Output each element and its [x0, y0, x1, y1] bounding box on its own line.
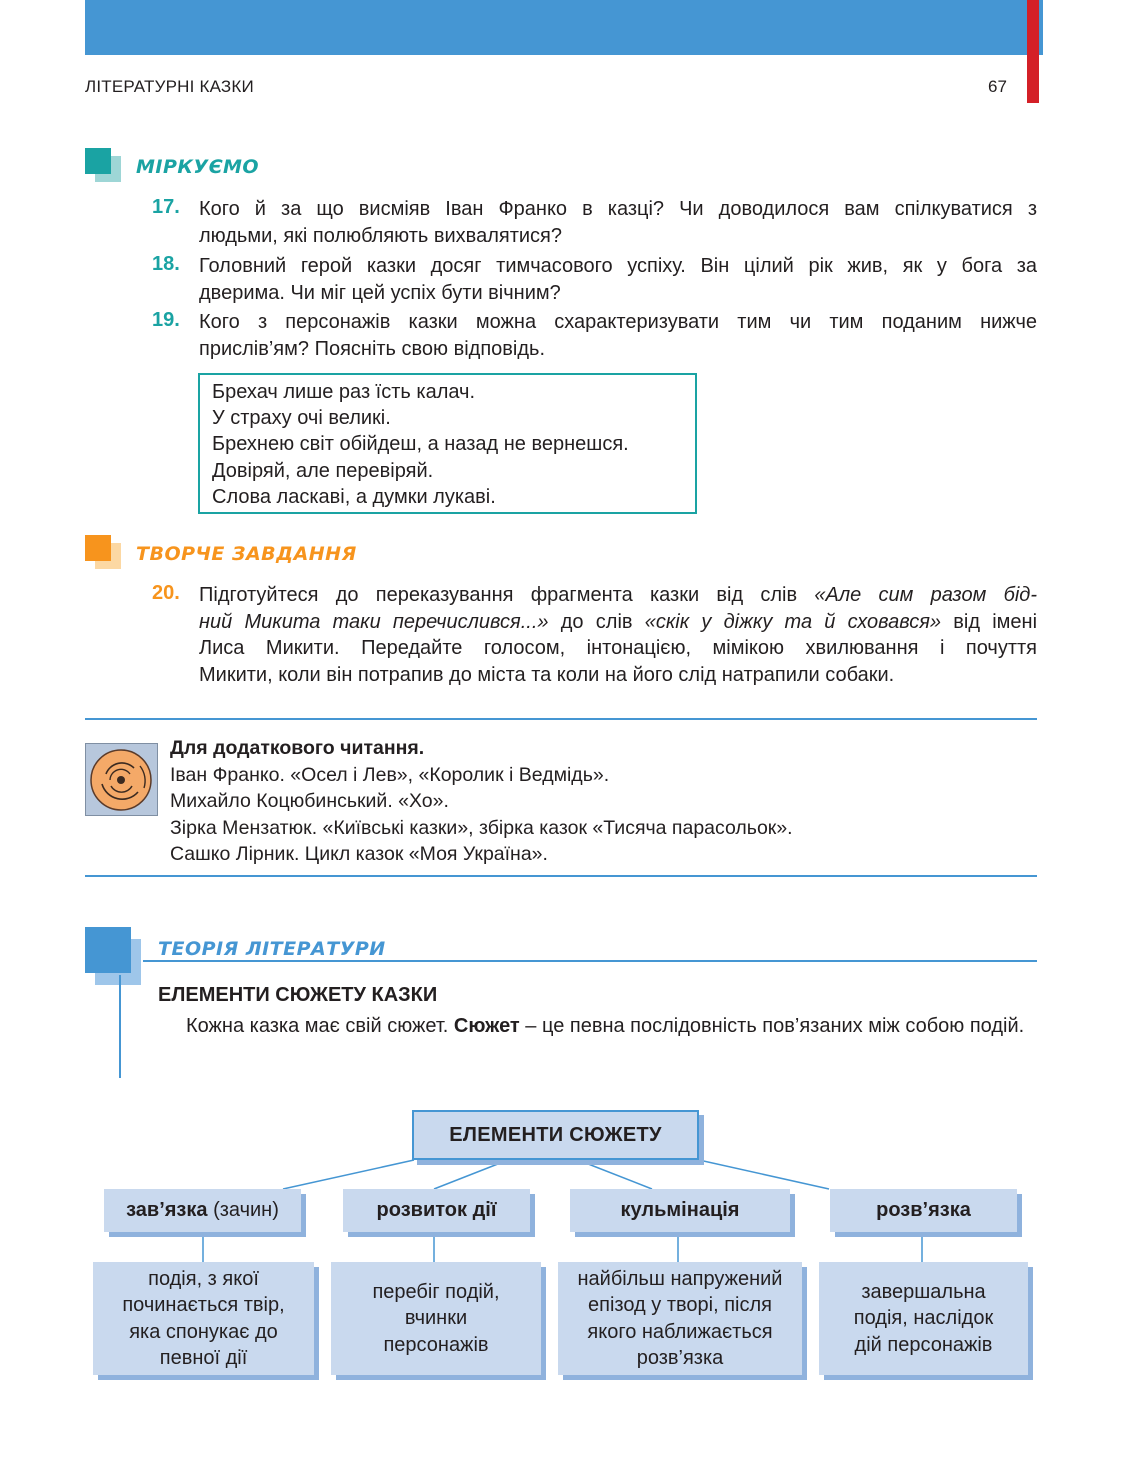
plot-element-extra: (зачин)	[207, 1199, 279, 1222]
proverb: Слова ласкаві, а думки лукаві.	[212, 485, 496, 508]
task-line: Лиса Микити. Передайте голосом, інтонацією, мімікою хвилювання і почуття	[199, 637, 1037, 659]
question-line: Головний герой казки досяг тимчасового успіху. Він цілий рік жив, як у бога за	[199, 255, 1037, 277]
proverb: Брехач лише раз їсть калач.	[212, 381, 476, 403]
plot-element-description	[331, 1262, 541, 1375]
reading-item: Михайло Коцюбинський. «Хо».	[170, 790, 449, 812]
task-line: Микити, коли він потрапив до міста та коли на його слід натрапили собаки.	[199, 663, 895, 686]
plot-element	[570, 1189, 790, 1232]
plot-element-label: розв’язка	[876, 1199, 971, 1222]
description-line: дій персонажів	[854, 1333, 993, 1356]
description-line: розв’язка	[636, 1347, 724, 1369]
plot-element	[830, 1189, 1017, 1232]
description-line: епізод у творі, після	[588, 1294, 772, 1316]
description-line: завершальна	[861, 1280, 986, 1303]
description-line: найбільш напружений	[577, 1267, 783, 1290]
task-text-part: від імені	[941, 610, 1038, 633]
plot-element-label: кульмінація	[620, 1199, 740, 1222]
task-text-part: до слів	[548, 610, 645, 633]
question-line: дверима. Чи міг цей успіх бути вічним?	[199, 281, 561, 304]
question-line: Кого й за що висміяв Іван Франко в казці? Чи доводилося вам спілкуватися з	[199, 198, 1037, 220]
description-line: яка спонукає до	[129, 1320, 278, 1343]
task-number: 20.	[152, 582, 180, 604]
term-plot: Сюжет	[453, 1015, 520, 1037]
description-line: подія, наслідок	[853, 1307, 994, 1330]
description-line: якого наближається	[587, 1320, 773, 1343]
question-number: 18.	[152, 253, 180, 275]
theory-heading: ЕЛЕМЕНТИ СЮЖЕТУ КАЗКИ	[158, 984, 438, 1006]
question-number: 17.	[152, 196, 180, 218]
task-quote: «Але сим разом бід-	[814, 584, 1037, 606]
description-line: певної дії	[159, 1347, 248, 1369]
proverb: Довіряй, але перевіряй.	[212, 459, 434, 482]
creative-section-title: ТВОРЧЕ ЗАВДАННЯ	[136, 543, 357, 565]
task-quote: ний Микита таки перечислився...»	[199, 610, 549, 633]
theory-text-part: – це певна послідовність пов’язаних між собою подій.	[519, 1015, 1025, 1037]
theory-text-part: Кожна казка має свій сюжет.	[186, 1015, 454, 1037]
question-line: Кого з персонажів казки можна схарактеризувати тим чи тим поданим нижче	[199, 311, 1037, 333]
reading-item: Зірка Мензатюк. «Київські казки», збірка казок «Тисяча парасольок».	[170, 816, 793, 839]
plot-element-label: розвиток дії	[376, 1199, 497, 1222]
question-number: 19.	[152, 309, 180, 331]
reading-item: Іван Франко. «Осел і Лев», «Королик і Ведмідь».	[170, 763, 610, 786]
proverb: Брехнею світ обійдеш, а назад не вернешся.	[212, 433, 629, 456]
extra-reading-heading: Для додаткового читання.	[170, 737, 425, 759]
theory-section-title: ТЕОРІЯ ЛІТЕРАТУРИ	[158, 938, 386, 960]
task-quote: «скік у діжку та й сховався»	[644, 610, 942, 633]
description-line: починається твір,	[122, 1294, 285, 1316]
description-line: персонажів	[383, 1333, 489, 1356]
description-line: вчинки	[404, 1307, 468, 1330]
question-line: людьми, які полюбляють вихвалятися?	[199, 224, 562, 247]
page-number: 67	[988, 77, 1007, 96]
plot-element-description	[819, 1262, 1028, 1375]
reading-item: Сашко Лірник. Цикл казок «Моя Україна».	[170, 843, 548, 865]
plot-element-description	[558, 1262, 802, 1375]
plot-element	[104, 1189, 301, 1232]
plot-element-description	[93, 1262, 314, 1375]
description-line: перебіг подій,	[372, 1280, 500, 1303]
question-line: прислів’ям? Поясніть свою відповідь.	[199, 337, 546, 360]
plot-element-label: зав’язка	[126, 1199, 208, 1222]
think-section-title: МІРКУЄМО	[136, 156, 260, 178]
plot-element	[343, 1189, 530, 1232]
proverb: У страху очі великі.	[212, 407, 391, 430]
description-line: подія, з якої	[148, 1267, 259, 1290]
running-head: ЛІТЕРАТУРНІ КАЗКИ	[85, 77, 254, 96]
task-text-part: Підготуйтеся до переказування фрагмента казки від слів	[199, 584, 815, 606]
diagram-root: ЕЛЕМЕНТИ СЮЖЕТУ	[412, 1110, 699, 1160]
